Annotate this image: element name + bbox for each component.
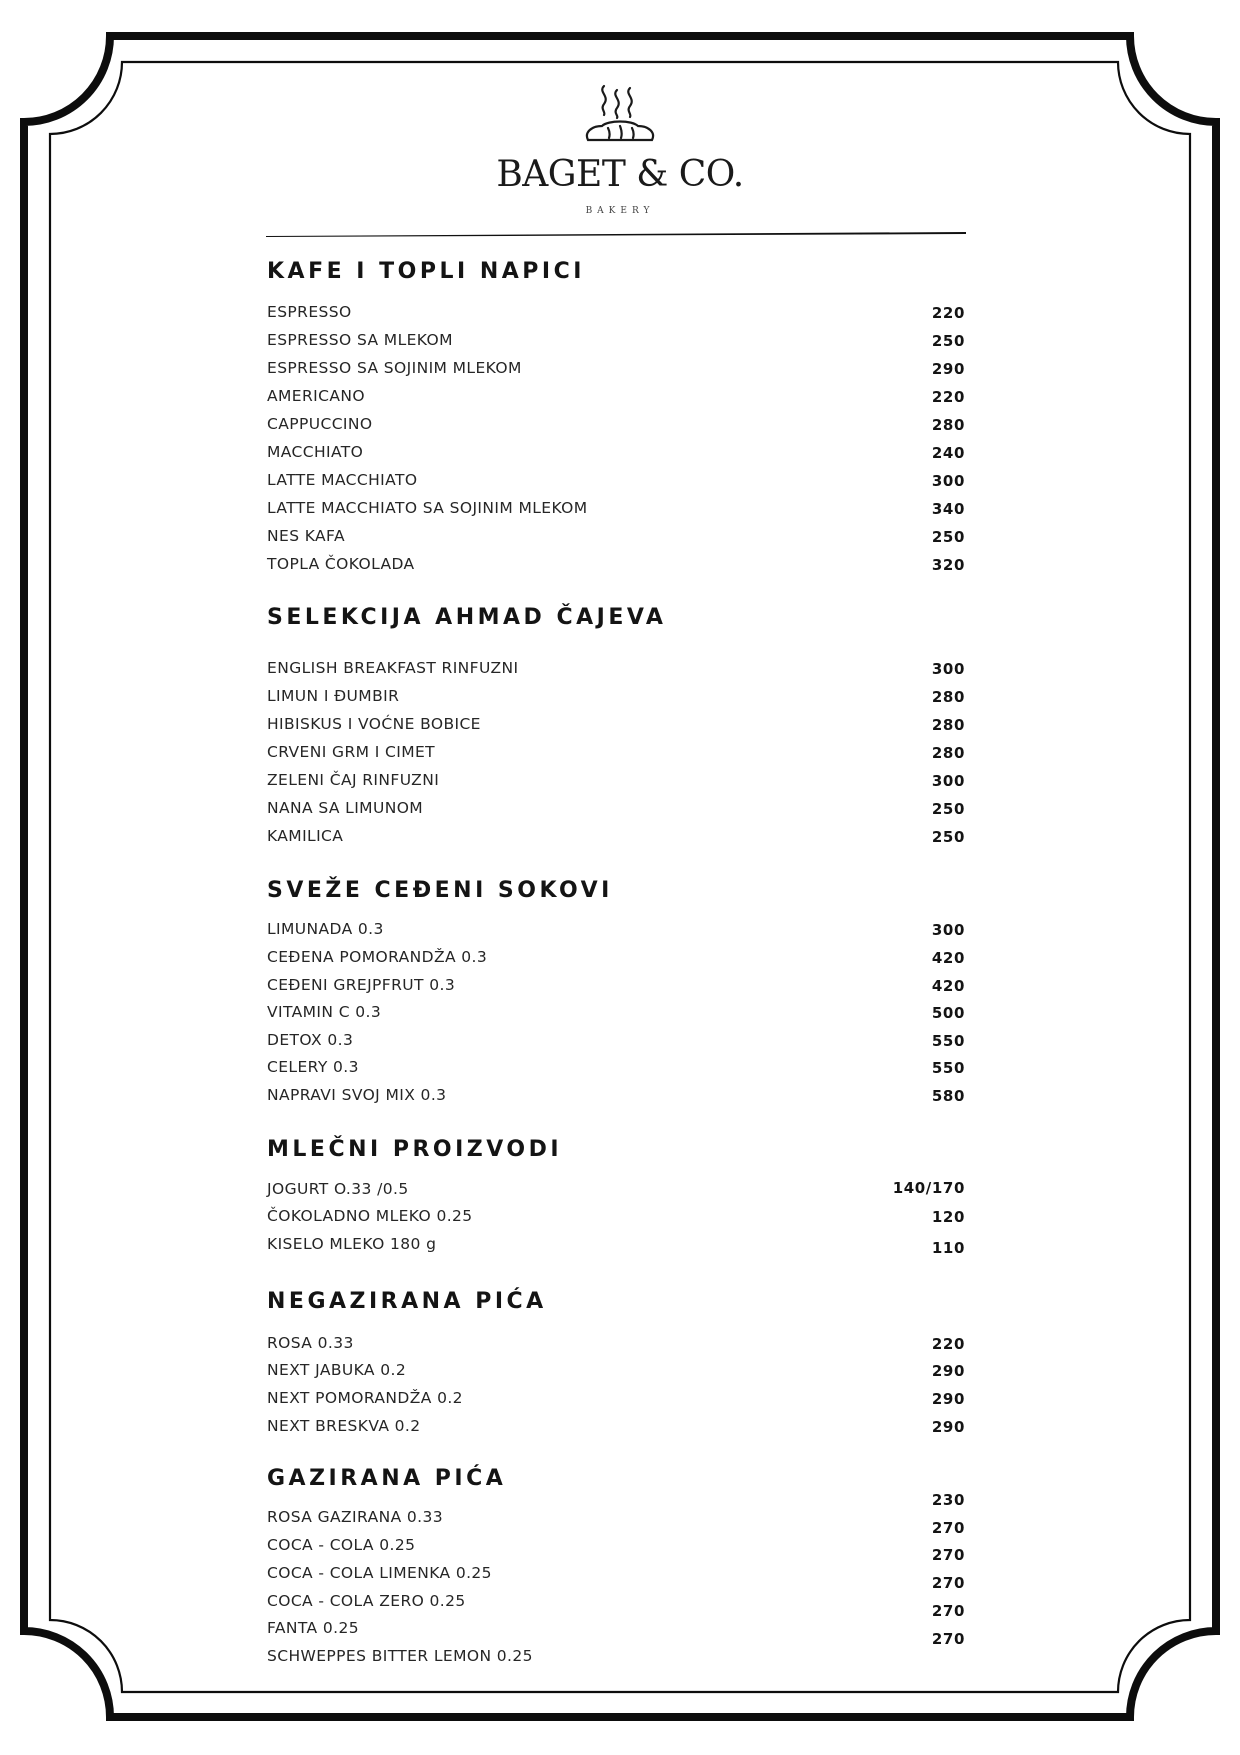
menu-item-price: 230 bbox=[931, 1491, 965, 1509]
section-title: KAFE I TOPLI NAPICI bbox=[267, 259, 585, 284]
menu-item-name: NEXT JABUKA 0.2 bbox=[267, 1361, 407, 1379]
menu-item-name: LIMUN I ĐUMBIR bbox=[267, 687, 400, 705]
menu-item-name: NES KAFA bbox=[267, 527, 345, 545]
menu-item-price: 220 bbox=[931, 388, 965, 406]
menu-item-name: CEĐENI GREJPFRUT 0.3 bbox=[267, 976, 456, 994]
brand-name: BAGET & CO. bbox=[496, 154, 744, 195]
menu-item-price: 140/170 bbox=[892, 1179, 965, 1197]
menu-item-name: ENGLISH BREAKFAST RINFUZNI bbox=[267, 659, 519, 677]
menu-item-name: CRVENI GRM I CIMET bbox=[267, 743, 436, 761]
menu-item-name: NANA SA LIMUNOM bbox=[267, 799, 424, 817]
menu-item-price: 320 bbox=[931, 556, 965, 574]
menu-item-name: JOGURT O.33 /0.5 bbox=[267, 1180, 409, 1198]
section-title: SELEKCIJA AHMAD ČAJEVA bbox=[267, 605, 667, 630]
menu-item-name: AMERICANO bbox=[267, 387, 365, 405]
menu-item-name: KAMILICA bbox=[267, 827, 344, 845]
menu-item-name: ČOKOLADNO MLEKO 0.25 bbox=[267, 1207, 473, 1225]
menu-item-price: 290 bbox=[931, 360, 965, 378]
menu-item-price: 300 bbox=[931, 660, 965, 678]
menu-item-price: 300 bbox=[931, 772, 965, 790]
brand-subtitle: BAKERY bbox=[585, 206, 655, 216]
menu-item-name: COCA - COLA LIMENKA 0.25 bbox=[267, 1564, 492, 1582]
menu-item-name: ESPRESSO bbox=[267, 303, 352, 321]
menu-item-price: 290 bbox=[931, 1418, 965, 1436]
menu-item-price: 500 bbox=[931, 1004, 965, 1022]
menu-item-name: MACCHIATO bbox=[267, 443, 364, 461]
menu-item-price: 300 bbox=[931, 472, 965, 490]
menu-item-name: LATTE MACCHIATO SA SOJINIM MLEKOM bbox=[267, 499, 588, 517]
section-title: MLEČNI PROIZVODI bbox=[267, 1137, 563, 1162]
section-title: NEGAZIRANA PIĆA bbox=[267, 1289, 547, 1314]
menu-item-price: 270 bbox=[931, 1574, 965, 1592]
menu-item-price: 290 bbox=[931, 1390, 965, 1408]
menu-item-name: LATTE MACCHIATO bbox=[267, 471, 418, 489]
menu-item-price: 250 bbox=[931, 828, 965, 846]
menu-item-name: ROSA 0.33 bbox=[267, 1334, 354, 1352]
menu-item-price: 280 bbox=[931, 688, 965, 706]
menu-item-price: 300 bbox=[931, 921, 965, 939]
section-title: SVEŽE CEĐENI SOKOVI bbox=[267, 878, 613, 903]
menu-item-price: 550 bbox=[931, 1032, 965, 1050]
menu-item-price: 240 bbox=[931, 444, 965, 462]
menu-item-name: SCHWEPPES BITTER LEMON 0.25 bbox=[267, 1647, 533, 1665]
menu-item-name: ESPRESSO SA SOJINIM MLEKOM bbox=[267, 359, 522, 377]
menu-item-name: COCA - COLA 0.25 bbox=[267, 1536, 416, 1554]
menu-item-price: 340 bbox=[931, 500, 965, 518]
menu-item-name: KISELO MLEKO 180 g bbox=[267, 1235, 437, 1253]
menu-item-price: 120 bbox=[931, 1208, 965, 1226]
menu-item-name: FANTA 0.25 bbox=[267, 1619, 359, 1637]
menu-item-price: 290 bbox=[931, 1362, 965, 1380]
menu-item-price: 280 bbox=[931, 744, 965, 762]
menu-item-price: 270 bbox=[931, 1630, 965, 1648]
menu-item-price: 280 bbox=[931, 716, 965, 734]
menu-item-name: NEXT POMORANDŽA 0.2 bbox=[267, 1389, 463, 1407]
menu-item-price: 110 bbox=[931, 1239, 965, 1257]
menu-item-price: 220 bbox=[931, 304, 965, 322]
menu-item-price: 420 bbox=[931, 949, 965, 967]
menu-item-price: 280 bbox=[931, 416, 965, 434]
menu-item-price: 420 bbox=[931, 977, 965, 995]
menu-item-name: ROSA GAZIRANA 0.33 bbox=[267, 1508, 444, 1526]
menu-item-price: 250 bbox=[931, 332, 965, 350]
menu-item-name: CAPPUCCINO bbox=[267, 415, 373, 433]
menu-item-price: 270 bbox=[931, 1546, 965, 1564]
menu-item-name: CELERY 0.3 bbox=[267, 1058, 359, 1076]
section-title: GAZIRANA PIĆA bbox=[267, 1466, 507, 1491]
menu-item-name: COCA - COLA ZERO 0.25 bbox=[267, 1592, 466, 1610]
steaming-bread-icon bbox=[580, 82, 660, 144]
menu-item-name: NAPRAVI SVOJ MIX 0.3 bbox=[267, 1086, 447, 1104]
menu-item-name: VITAMIN C 0.3 bbox=[267, 1003, 382, 1021]
menu-item-name: TOPLA ČOKOLADA bbox=[267, 555, 415, 573]
menu-item-name: ZELENI ČAJ RINFUZNI bbox=[267, 771, 440, 789]
header-divider bbox=[266, 231, 966, 237]
menu-item-name: CEĐENA POMORANDŽA 0.3 bbox=[267, 948, 488, 966]
menu-item-name: LIMUNADA 0.3 bbox=[267, 920, 384, 938]
menu-item-name: NEXT BRESKVA 0.2 bbox=[267, 1417, 421, 1435]
menu-item-price: 550 bbox=[931, 1059, 965, 1077]
menu-item-price: 270 bbox=[931, 1602, 965, 1620]
menu-item-name: HIBISKUS I VOĆNE BOBICE bbox=[267, 715, 481, 733]
menu-item-price: 250 bbox=[931, 528, 965, 546]
menu-item-price: 270 bbox=[931, 1519, 965, 1537]
menu-item-price: 220 bbox=[931, 1335, 965, 1353]
menu-item-price: 580 bbox=[931, 1087, 965, 1105]
menu-item-name: DETOX 0.3 bbox=[267, 1031, 354, 1049]
menu-item-price: 250 bbox=[931, 800, 965, 818]
menu-item-name: ESPRESSO SA MLEKOM bbox=[267, 331, 453, 349]
